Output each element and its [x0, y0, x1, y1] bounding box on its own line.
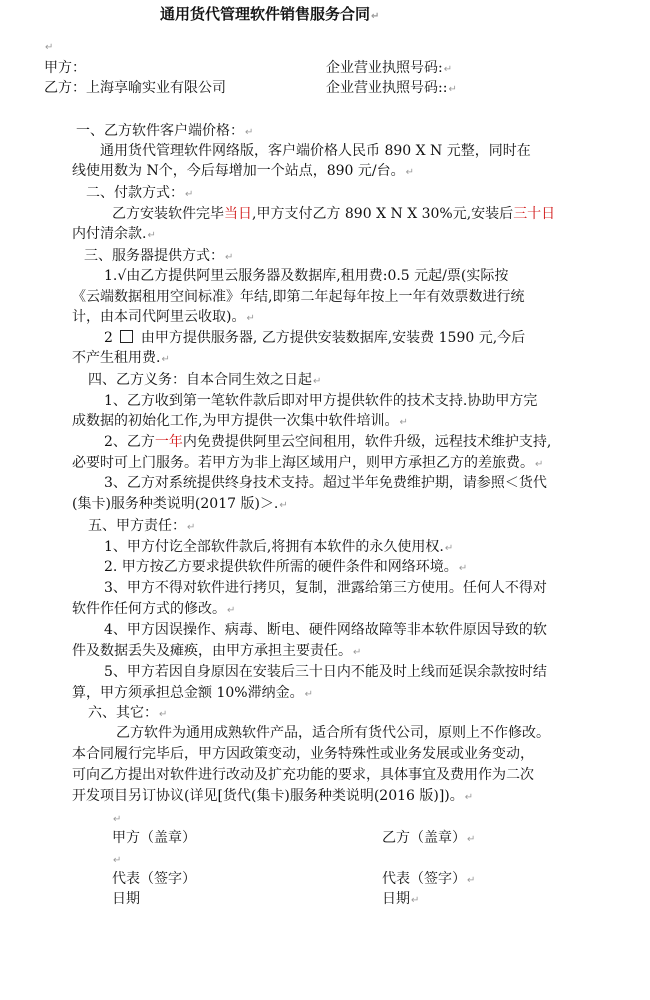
section-5-item-3-line-2: 软件作任何方式的修改。↵ — [72, 601, 236, 617]
section-1-line-1: 通用货代管理软件网络版，客户端价格人民币 890 X N 元整，同时在 — [100, 143, 531, 159]
paragraph-mark: ↵ — [45, 42, 54, 53]
section-4-item-2-line-2: 必要时可上门服务。若甲方为非上海区域用户，则甲方承担乙方的差旅费。↵ — [72, 455, 544, 471]
party-b-date: 日期↵ — [382, 891, 420, 907]
party-b-license: 企业营业执照号码::↵ — [326, 80, 457, 96]
paragraph-mark: ↵ — [113, 814, 122, 825]
section-5-item-5-line-2: 算，甲方须承担总金额 10%滞纳金。↵ — [72, 685, 313, 701]
section-5-item-4-line-2: 件及数据丢失及瘫痪，由甲方承担主要责任。↵ — [72, 643, 362, 659]
unchecked-checkbox[interactable] — [120, 330, 133, 343]
section-4-item-3-line-2: (集卡)服务种类说明(2017 版)＞.↵ — [72, 496, 288, 512]
section-5-item-4-line-1: 4、甲方因误操作、病毒、断电、硬件网络故障等非本软件原因导致的软 — [104, 622, 547, 638]
document-title: 通用货代管理软件销售服务合同↵ — [160, 5, 380, 23]
section-3-option-2-line-1: 2 由甲方提供服务器, 乙方提供安装数据库,安装费 1590 元,今后 — [104, 330, 526, 346]
section-4-item-2-line-1: 2、乙方一年内免费提供阿里云空间租用，软件升级，远程技术维护支持, — [104, 434, 552, 450]
checked-checkbox[interactable]: √ — [117, 268, 127, 284]
party-a-license: 企业营业执照号码:↵ — [326, 60, 453, 76]
section-2-line-2: 内付清余款.↵ — [72, 226, 156, 242]
section-6-heading: 六、其它：↵ — [88, 705, 168, 721]
section-2-heading: 二、付款方式：↵ — [86, 185, 194, 201]
party-a-date: 日期 — [112, 891, 140, 907]
section-5-item-1: 1、甲方付讫全部软件款后,将拥有本软件的永久使用权.↵ — [104, 539, 454, 555]
party-a-representative: 代表（签字） — [112, 871, 196, 887]
party-b-label: 乙方：上海享喻实业有限公司 — [44, 80, 226, 96]
section-3-heading: 三、服务器提供方式：↵ — [84, 248, 234, 264]
section-4-item-1-line-2: 成数据的初始化工作,为甲方提供一次集中软件培训。↵ — [72, 413, 408, 429]
section-3-option-1-line-2: 《云端数据租用空间标准》年结,即第二年起每年按上一年有效票数进行统 — [72, 289, 525, 305]
paragraph-mark: ↵ — [113, 855, 122, 866]
party-b-representative: 代表（签字）↵ — [382, 871, 476, 887]
section-1-heading: 一、乙方软件客户端价格：↵ — [76, 123, 254, 139]
section-6-line-3: 可向乙方提出对软件进行改动及扩充功能的要求，具体事宜及费用作为二次 — [72, 767, 534, 783]
section-5-item-5-line-1: 5、甲方若因自身原因在安装后三十日内不能及时上线而延误余款按时结 — [104, 664, 547, 680]
party-b-seal: 乙方（盖章）↵ — [382, 830, 476, 846]
section-3-option-1-line-1: 1.√由乙方提供阿里云服务器及数据库,租用费:0.5 元起/票(实际按 — [104, 268, 509, 284]
section-3-option-2-line-2: 不产生租用费.↵ — [72, 350, 170, 366]
section-1-line-2: 线使用数为 N个，今后每增加一个站点，890 元/台。↵ — [72, 163, 414, 179]
section-6-line-1: 乙方软件为通用成熟软件产品，适合所有货代公司，原则上不作修改。 — [116, 725, 550, 741]
section-4-heading: 四、乙方义务：自本合同生效之日起↵ — [88, 372, 322, 388]
section-4-item-1-line-1: 1、乙方收到第一笔软件款后即对甲方提供软件的技术支持.协助甲方完 — [104, 393, 538, 409]
section-5-item-3-line-1: 3、甲方不得对软件进行拷贝，复制，泄露给第三方使用。任何人不得对 — [104, 580, 547, 596]
section-5-heading: 五、甲方责任：↵ — [88, 518, 196, 534]
section-6-line-4: 开发项目另订协议(详见[货代(集卡)服务种类说明(2016 版)])。↵ — [72, 788, 474, 804]
party-a-seal: 甲方（盖章） — [112, 830, 196, 846]
party-a-label: 甲方： — [44, 60, 86, 76]
section-6-line-2: 本合同履行完毕后，甲方因政策变动，业务特殊性或业务发展或业务变动， — [72, 746, 534, 762]
section-3-option-1-line-3: 计，由本司代阿里云收取)。↵ — [72, 309, 255, 325]
section-2-line-1: 乙方安装软件完毕当日,甲方支付乙方 890 X N X 30%元,安装后三十日 — [112, 206, 556, 222]
section-5-item-2: 2. 甲方按乙方要求提供软件所需的硬件条件和网络环境。↵ — [104, 559, 468, 575]
section-4-item-3-line-1: 3、乙方对系统提供终身技术支持。超过半年免费维护期，请参照＜货代 — [104, 475, 547, 491]
